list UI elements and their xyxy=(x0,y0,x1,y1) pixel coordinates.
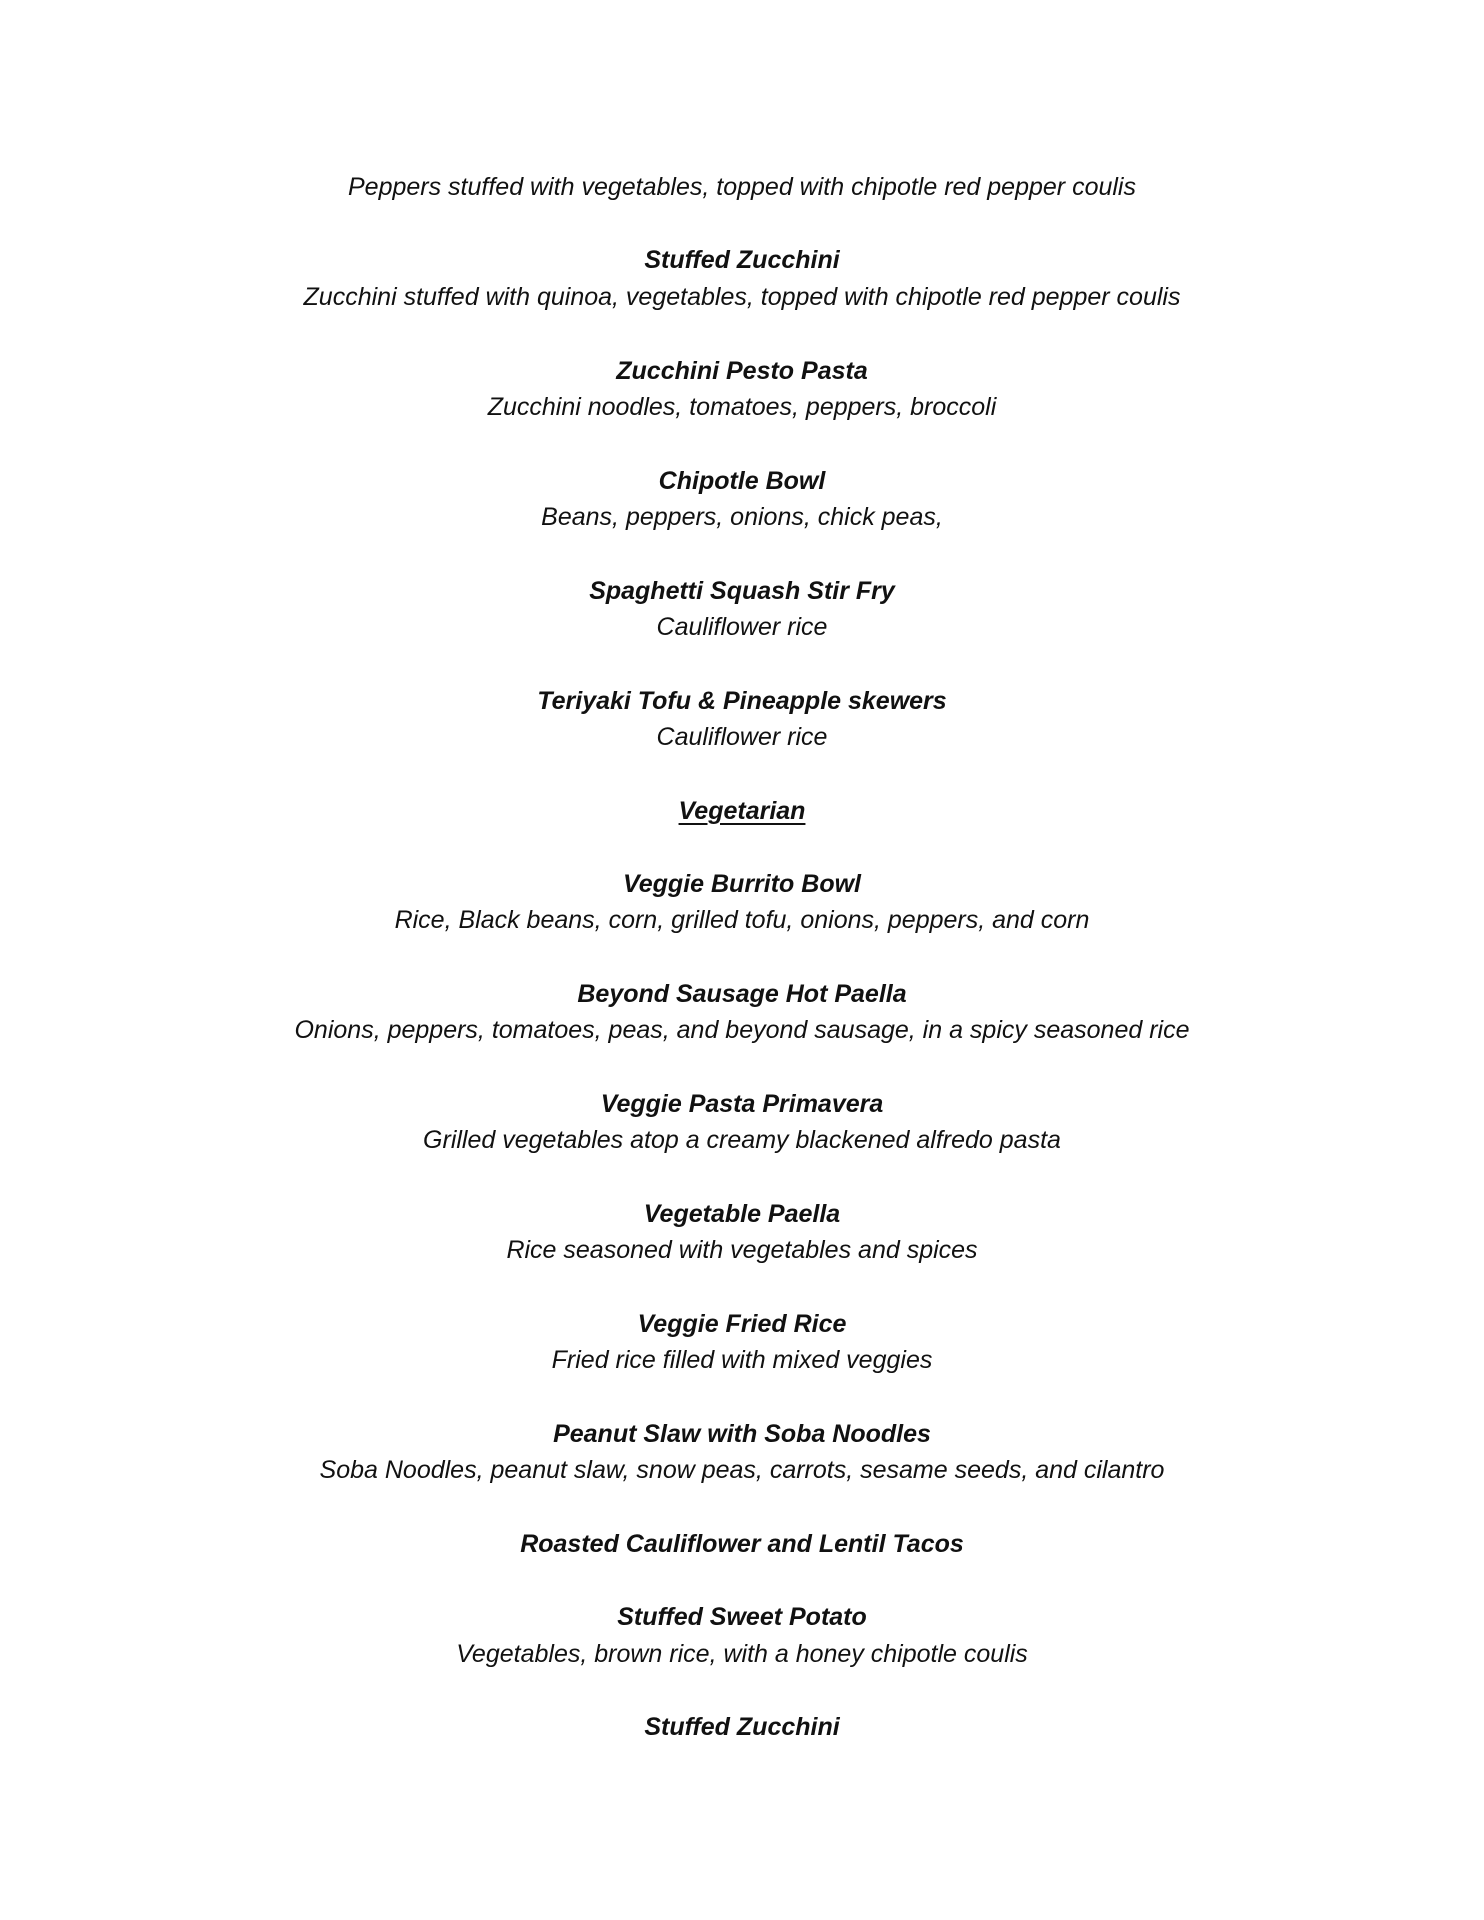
menu-item-title: Stuffed Sweet Potato xyxy=(617,1603,867,1631)
menu-item-description: Rice, Black beans, corn, grilled tofu, onions, peppers, and corn xyxy=(394,906,1090,934)
menu-item-title: Roasted Cauliflower and Lentil Tacos xyxy=(520,1530,964,1558)
menu-item-description: Rice seasoned with vegetables and spices xyxy=(506,1236,978,1264)
menu-item-title: Stuffed Zucchini xyxy=(644,1713,840,1741)
menu-item-title: Teriyaki Tofu & Pineapple skewers xyxy=(537,687,947,715)
intro-description: Peppers stuffed with vegetables, topped with chipotle red pepper coulis xyxy=(348,173,1136,201)
menu-item-title: Stuffed Zucchini xyxy=(644,246,840,274)
menu-item-description: Soba Noodles, peanut slaw, snow peas, carrots, sesame seeds, and cilantro xyxy=(319,1456,1165,1484)
menu-item-description: Cauliflower rice xyxy=(656,613,828,641)
menu-item-description: Fried rice filled with mixed veggies xyxy=(551,1346,933,1374)
menu-item-title: Peanut Slaw with Soba Noodles xyxy=(553,1420,931,1448)
menu-item-description: Cauliflower rice xyxy=(656,723,828,751)
section-heading-vegetarian: Vegetarian xyxy=(678,797,806,825)
menu-item-description: Grilled vegetables atop a creamy blackened alfredo pasta xyxy=(423,1126,1061,1154)
menu-item-title: Veggie Pasta Primavera xyxy=(600,1090,884,1118)
menu-item-title: Veggie Fried Rice xyxy=(637,1310,847,1338)
menu-item-description: Zucchini stuffed with quinoa, vegetables, topped with chipotle red pepper coulis xyxy=(303,283,1181,311)
menu-item-title: Spaghetti Squash Stir Fry xyxy=(589,577,895,605)
menu-item-title: Zucchini Pesto Pasta xyxy=(616,357,868,385)
menu-item-description: Vegetables, brown rice, with a honey chipotle coulis xyxy=(456,1640,1028,1668)
menu-item-description: Zucchini noodles, tomatoes, peppers, broccoli xyxy=(487,393,997,421)
menu-item-description: Onions, peppers, tomatoes, peas, and beyond sausage, in a spicy seasoned rice xyxy=(294,1016,1190,1044)
menu-item-description: Beans, peppers, onions, chick peas, xyxy=(541,503,943,531)
menu-item-title: Veggie Burrito Bowl xyxy=(623,870,861,898)
menu-item-title: Chipotle Bowl xyxy=(658,467,826,495)
menu-item-title: Beyond Sausage Hot Paella xyxy=(577,980,907,1008)
menu-item-title: Vegetable Paella xyxy=(643,1200,841,1228)
